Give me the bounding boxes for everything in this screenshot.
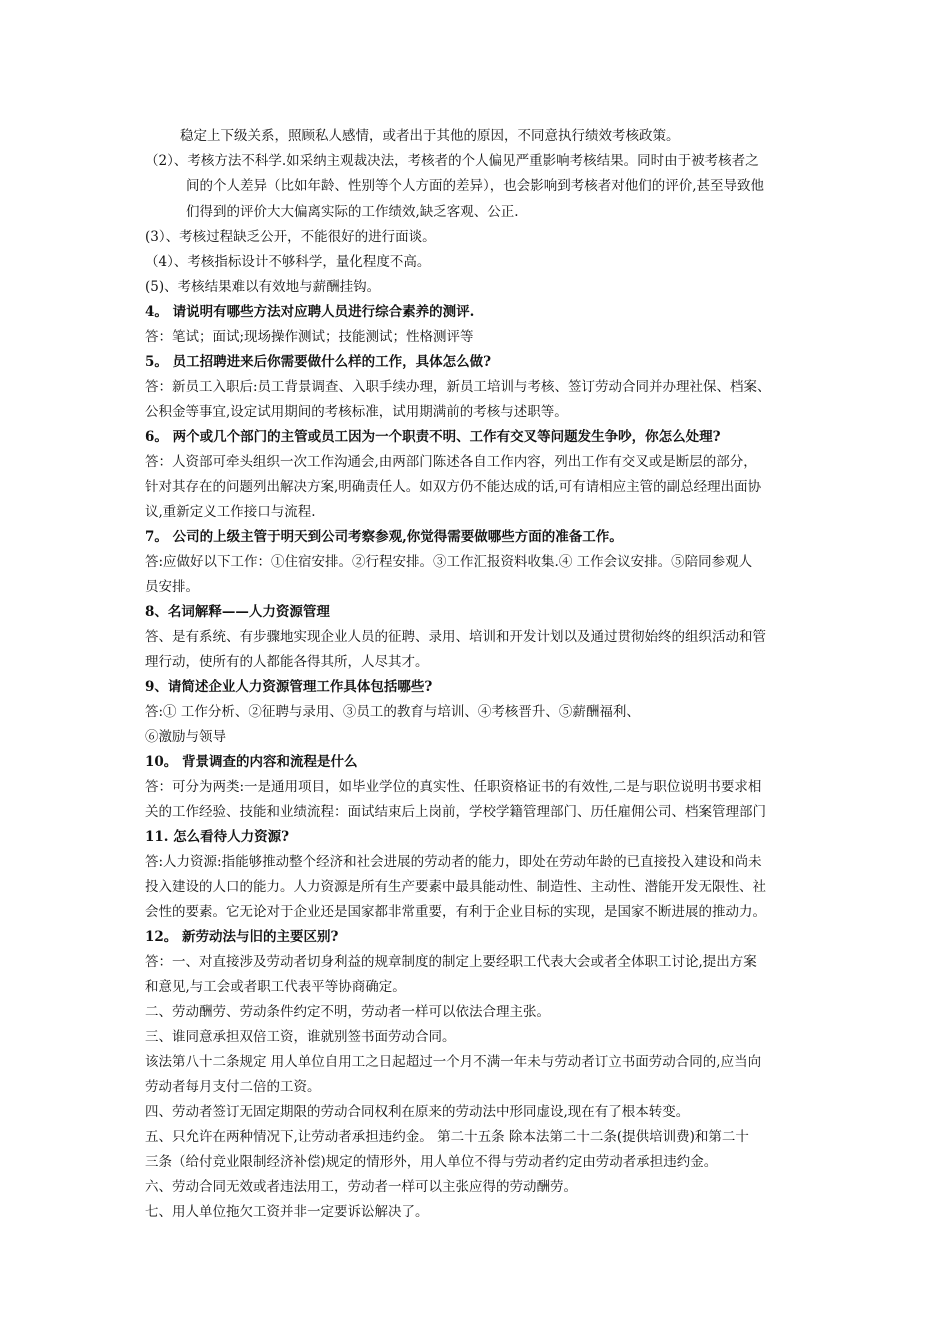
answer-line: 五、只允许在两种情况下,让劳动者承担违约金。 第二十五条 除本法第二十二条(提供培训费)和第二十 xyxy=(145,1129,749,1145)
answer-line: 答：人资部可牵头组织一次工作沟通会,由两部门陈述各自工作内容，列出工作有交叉或是断层的部分， xyxy=(145,454,757,470)
answer-line: 答:① 工作分析、②征聘与录用、③员工的教育与培训、④考核晋升、⑤薪酬福利、 xyxy=(145,704,640,720)
question-heading: 7。 公司的上级主管于明天到公司考察参观,你觉得需要做哪些方面的准备工作。 xyxy=(145,529,623,545)
question-heading: 10。 背景调查的内容和流程是什么 xyxy=(145,754,358,770)
question-heading: 5。 员工招聘进来后你需要做什么样的工作，具体怎么做? xyxy=(145,354,492,370)
question-heading: 12。 新劳动法与旧的主要区别? xyxy=(145,929,339,945)
answer-line: 答：笔试；面试;现场操作测试；技能测试；性格测评等 xyxy=(145,329,474,345)
answer-line: 答：新员工入职后:员工背景调查、入职手续办理，新员工培训与考核、签订劳动合同并办理社保、档案、 xyxy=(145,379,771,395)
answer-line: 和意见,与工会或者职工代表平等协商确定。 xyxy=(145,979,406,995)
answer-line: 针对其存在的问题列出解决方案,明确责任人。如双方仍不能达成的话,可有请相应主管的副总经理出面协 xyxy=(145,479,762,495)
answer-line: 三条（给付竞业限制经济补偿)规定的情形外，用人单位不得与劳动者约定由劳动者承担违约金。 xyxy=(145,1154,718,1170)
answer-line: 答：可分为两类:一是通用项目，如毕业学位的真实性、任职资格证书的有效性,二是与职位说明书要求相 xyxy=(145,779,762,795)
text-line: (3）、考核过程缺乏公开，不能很好的进行面谈。 xyxy=(145,229,436,245)
answer-line: 二、劳动酬劳、劳动条件约定不明，劳动者一样可以依法合理主张。 xyxy=(145,1004,550,1020)
answer-line: 三、谁同意承担双倍工资，谁就别签书面劳动合同。 xyxy=(145,1029,456,1045)
answer-line: 投入建设的人口的能力。人力资源是所有生产要素中最具能动性、制造性、主动性、潜能开发无限性、社 xyxy=(145,879,766,895)
answer-line: 该法第八十二条规定 用人单位自用工之日起超过一个月不满一年未与劳动者订立书面劳动合同的,应当向 xyxy=(145,1054,762,1070)
answer-line: 关的工作经验、技能和业绩流程：面试结束后上岗前，学校学籍管理部门、历任雇佣公司、档案管理部门 xyxy=(145,804,766,820)
answer-line: 答：一、对直接涉及劳动者切身利益的规章制度的制定上要经职工代表大会或者全体职工讨论,提出方案 xyxy=(145,954,757,970)
answer-line: 答:应做好以下工作：①住宿安排。②行程安排。③工作汇报资料收集.④ 工作会议安排。⑤陪同参观人 xyxy=(145,554,753,570)
answer-line: 答、是有系统、有步骤地实现企业人员的征聘、录用、培训和开发计划以及通过贯彻始终的组织活动和管 xyxy=(145,629,766,645)
answer-line: 议,重新定义工作接口与流程. xyxy=(145,504,316,520)
text-line: （2）、考核方法不科学.如采纳主观裁决法，考核者的个人偏见严重影响考核结果。同时由于被考核者之 xyxy=(145,153,759,169)
text-line: （4）、考核指标设计不够科学，量化程度不高。 xyxy=(145,254,431,270)
answer-line: 四、劳动者签订无固定期限的劳动合同权利在原来的劳动法中形同虚设,现在有了根本转变。 xyxy=(145,1104,690,1120)
answer-line: 员安排。 xyxy=(145,579,199,595)
answer-line: 理行动，使所有的人都能各得其所，人尽其才。 xyxy=(145,654,429,670)
answer-line: 公积金等事宜,设定试用期间的考核标准，试用期满前的考核与述职等。 xyxy=(145,404,568,420)
question-heading: 9、请简述企业人力资源管理工作具体包括哪些? xyxy=(145,679,433,695)
text-line: 们得到的评价大大偏离实际的工作绩效,缺乏客观、公正. xyxy=(186,204,519,220)
text-line: (5)、考核结果难以有效地与薪酬挂钩。 xyxy=(145,279,381,295)
answer-line: 答:人力资源:指能够推动整个经济和社会进展的劳动者的能力，即处在劳动年龄的已直接投入建设和尚未 xyxy=(145,854,762,870)
text-line: 间的个人差异（比如年龄、性别等个人方面的差异），也会影响到考核者对他们的评价,甚至导致他 xyxy=(186,178,765,194)
question-heading: 4。 请说明有哪些方法对应聘人员进行综合素养的测评. xyxy=(145,304,475,320)
answer-line: 会性的要素。它无论对于企业还是国家都非常重要，有利于企业目标的实现，是国家不断进展的推动力。 xyxy=(145,904,766,920)
answer-line: 六、劳动合同无效或者违法用工，劳动者一样可以主张应得的劳动酬劳。 xyxy=(145,1179,577,1195)
answer-line: 劳动者每月支付二倍的工资。 xyxy=(145,1079,321,1095)
answer-line: 七、用人单位拖欠工资并非一定要诉讼解决了。 xyxy=(145,1204,429,1220)
question-heading: 11. 怎么看待人力资源? xyxy=(145,829,290,845)
question-heading: 6。 两个或几个部门的主管或员工因为一个职责不明、工作有交叉等问题发生争吵，你怎么处理? xyxy=(145,429,721,445)
text-line: 稳定上下级关系，照顾私人感情，或者出于其他的原因，不同意执行绩效考核政策。 xyxy=(180,128,680,144)
question-heading: 8、名词解释——人力资源管理 xyxy=(145,604,330,620)
answer-line: ⑥激励与领导 xyxy=(145,729,226,745)
